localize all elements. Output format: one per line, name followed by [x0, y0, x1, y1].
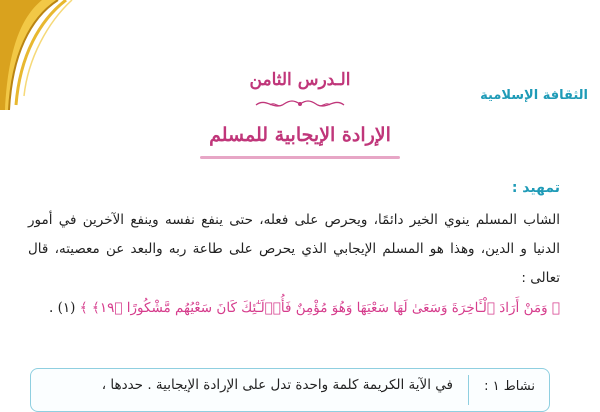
subject-label: الثقافة الإسلامية [480, 88, 588, 103]
activity-label: نشاط ١ : [484, 379, 535, 394]
title-underline [200, 156, 400, 159]
activity-divider [468, 375, 469, 405]
activity-question: في الآية الكريمة كلمة واحدة تدل على الإرادة الإيجابية . حددها ، [101, 377, 453, 393]
verse-footnote: (١) . [49, 300, 76, 316]
decorative-ornament-icon [252, 96, 348, 112]
intro-paragraph: الشاب المسلم ينوي الخير دائمًا، ويحرص على فعله، حتى ينفع نفسه وينفع الآخرين في أمور الدنيا و الدين، وهذا هو المسلم الإيجابي الذي يحرص على طاعة ربه والبعد عن معصيته، قال تعالى : [28, 212, 560, 286]
lesson-title: الإرادة الإيجابية للمسلم [209, 124, 391, 146]
verse-text: ﴿ وَمَنْ أَرَادَ ٱلْـَٔاخِرَةَ وَسَعَىٰ لَهَا سَعْيَهَا وَهُوَ مُؤْمِنٌ فَأُو۟لَـٰٓئِكَ كَانَ سَعْيُهُم مَّشْكُورًا ﴿١٩﴾ ﴾ [79, 300, 560, 316]
quran-verse [28, 294, 560, 322]
intro-heading: تمهيد : [511, 180, 560, 196]
lesson-number: الـدرس الثامن [249, 70, 351, 90]
gold-corner-decoration [0, 0, 75, 110]
activity-box [30, 368, 550, 412]
